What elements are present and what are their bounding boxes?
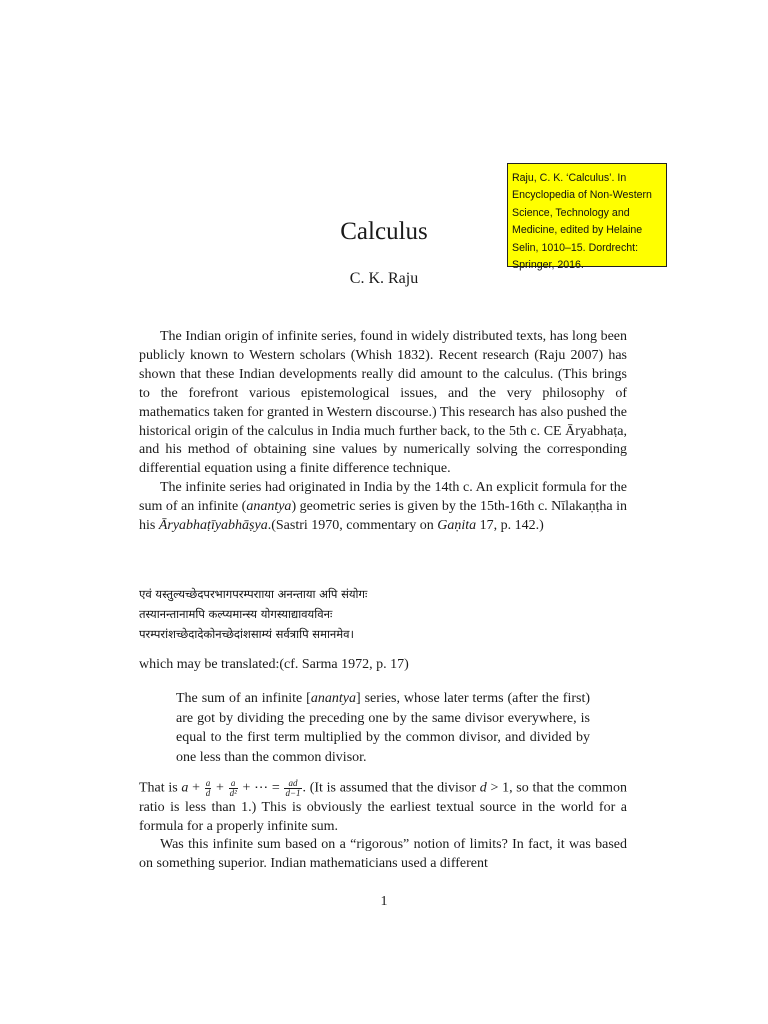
fraction-numerator: ad	[288, 778, 298, 788]
sanskrit-line: एवं यस्तुल्यच्छेदपरभागपरम्परााया अनन्ताया अपि संयोगः	[139, 587, 368, 601]
paragraph-2	[139, 479, 627, 536]
text-run: The infinite series had originated in India by the 14th c. An explicit formula for the sum of an infinite (	[139, 480, 627, 515]
work-title: Āryabhaṭīyabhāṣya	[158, 518, 268, 534]
term-anantya: anantya	[246, 499, 292, 515]
paragraph-1: The Indian origin of infinite series, found in widely distributed texts, has long been publicly known to Western scholars (Whish 1832). Recent research (Raju 2007) has shown that these Indian developments really did amount to the calculus. (This brings to the forefront various epistemological issues, and the very philosophy of mathematics taken for granted in Western discourse.) This research has also pushed the historical origin of the calculus in India much further back, to the 5th c. CE Āryabhaṭa, and his method of obtaining sine values by numerically solving the corresponding differential equation using a finite difference technique.	[139, 329, 627, 477]
text-run: ] series, whose later terms (after the first) are got by dividing the preceding one by the same divisor everywhere, is equal to the first term multiplied by the common divisor, and divided by one less than the common divisor.	[176, 691, 591, 765]
text-run: The sum of an infinite [	[176, 691, 311, 706]
text-run: .(Sastri 1970, commentary on	[267, 518, 438, 534]
text-run: > 1, so that the common ratio is less than 1.) This is obviously the earliest textual source in the world for a formula for a properly infinite sum.	[139, 780, 627, 834]
fraction-denominator: d−1	[285, 788, 301, 798]
math-op: +	[188, 780, 204, 796]
body-block-1	[139, 328, 627, 536]
citation-line: Selin, 1010–15. Dordrecht:	[512, 241, 639, 254]
math-fraction	[229, 779, 238, 798]
citation-line: Medicine, edited by Helaine	[512, 224, 643, 237]
citation-note	[507, 163, 667, 272]
math-var: a	[181, 780, 189, 796]
sanskrit-line: परम्परांशच्छेदादेकोनच्छेदांशसाम्यं सर्वत्रापि समानमेव।	[139, 627, 354, 641]
math-var: d	[479, 780, 487, 796]
quote-text	[176, 689, 590, 767]
citation-line: Science, Technology and	[512, 206, 630, 219]
math-fraction	[284, 779, 301, 798]
fraction-numerator: a	[205, 778, 211, 788]
citation-line: Encyclopedia of Non-Western	[512, 189, 652, 202]
citation-line: Raju, C. K. ‘Calculus’. In	[512, 172, 627, 184]
term-anantya: anantya	[310, 691, 356, 706]
fraction-denominator: d	[205, 788, 211, 798]
term-ganita: Gaṇita	[437, 518, 477, 534]
paper-author: C. K. Raju	[349, 270, 419, 287]
citation-line: Springer, 2016.	[512, 259, 584, 272]
paragraph-formula	[139, 779, 627, 836]
translation-intro-block	[139, 656, 627, 675]
sanskrit-line: तस्यानन्तानामपि कल्प्यमान्स्य योगस्याद्यावयविनः	[139, 607, 333, 621]
fraction-numerator: a	[230, 778, 236, 788]
page-number: 1	[380, 894, 388, 909]
math-op: +	[212, 780, 228, 796]
text-run: . (It is assumed that the divisor	[302, 780, 480, 796]
math-op: + ⋯ =	[238, 780, 284, 796]
fraction-denominator: d²	[229, 788, 237, 798]
text-run: That is	[139, 780, 182, 796]
paragraph-4: Was this infinite sum based on a “rigorous” notion of limits? In fact, it was based on something superior. Indian mathematicians used a different	[139, 837, 627, 872]
sanskrit-verse	[139, 584, 627, 644]
text-run: 17, p. 142.)	[476, 518, 544, 534]
math-fraction	[205, 779, 212, 798]
text-run: ) geometric series is given by the 15th-16th c. Nīlakaṇṭha in his	[139, 499, 627, 534]
paper-title: Calculus	[340, 218, 428, 245]
translation-intro: which may be translated:(cf. Sarma 1972, p. 17)	[139, 657, 409, 672]
body-block-2	[139, 779, 627, 874]
block-quote	[176, 689, 590, 767]
